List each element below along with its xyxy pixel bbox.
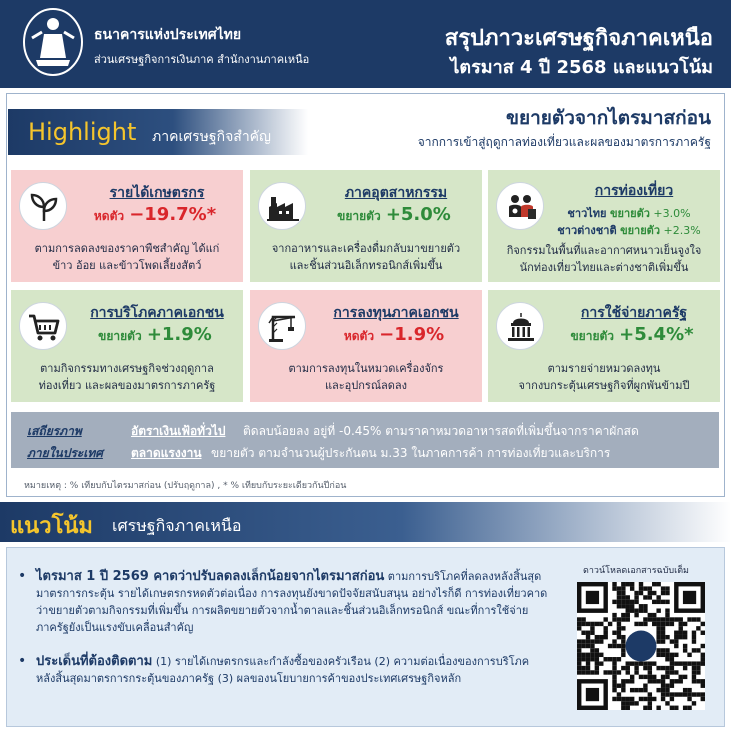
highlight-subline: จากการเข้าสู่ฤดูกาลท่องเที่ยวและผลของมาตรการภาครัฐ — [417, 135, 711, 149]
card-value — [548, 324, 716, 346]
sprout-icon — [19, 182, 67, 230]
desc-line: ตามรายจ่ายหมวดลงทุน — [547, 362, 661, 375]
highlight-subtitle: ภาคเศรษฐกิจสำคัญ — [152, 129, 271, 145]
value-number: −1.9% — [379, 324, 445, 345]
outlook-item-forecast — [18, 568, 548, 636]
stability-strip — [11, 412, 719, 468]
outlook-item-watch — [18, 653, 548, 687]
tourism-thai-prefix: ขยายตัว — [609, 207, 650, 220]
outlook-item-body — [36, 568, 548, 636]
card-title: การบริโภคภาคเอกชน — [90, 305, 224, 321]
desc-line: และอุปกรณ์ลดลง — [324, 379, 408, 392]
footnote: หมายเหตุ : % เทียบกับไตรมาสก่อน (ปรับฤดูกาล) , * % เทียบกับระยะเดียวกันปีก่อน — [24, 481, 347, 491]
bullet-icon: • — [18, 653, 27, 669]
bank-emblem-logo — [22, 8, 84, 78]
card-tourism — [488, 170, 720, 282]
desc-line: ท่องเที่ยว และผลของมาตรการภาครัฐ — [38, 379, 216, 392]
card-title: การใช้จ่ายภาครัฐ — [580, 305, 688, 321]
highlight-headline: ขยายตัวจากไตรมาสก่อน — [505, 107, 711, 129]
inflation-text: ติดลบน้อยลง อยู่ที่ -0.45% ตามราคาหมวดอาหารสดที่เพิ่มขึ้นจากราคาผักสด — [243, 424, 639, 438]
outlook-item-text: ตามการบริโภคที่ลดลงหลังสิ้นสุดมาตรการกระตุ้น รายได้เกษตรกรหดตัวต่อเนื่อง การลงทุนยังขาดปัจจัยสนับสนุน อย่างไรก็ดี การท่องเที่ยวคาดว่าขยายตัวตามกิจกรรมที่เพิ่มขึ้น การผลิตขยายตัวจากน้ำตาลและชิ้นส่วนอิเล็กทรอนิกส์ ขณะที่การใช้จ่ายภาครัฐยังเป็นแรงขับเคลื่อนสำคัญ — [36, 570, 548, 634]
outlook-item-text: (1) รายได้เกษตรกรและกำลังซื้อของครัวเรือน (2) ความต่อเนื่องของการบริโภค หลังสิ้นสุดมาตรการกระตุ้นของภาครัฐ (3) ผลของนโยบายการค้าของประเทศเศรษฐกิจหลัก — [36, 655, 530, 685]
domestic-label: ภายในประเทศ — [27, 446, 103, 460]
desc-line: ข้าว อ้อย และข้าวโพดเลี้ยงสัตว์ — [52, 259, 202, 272]
outlook-item-lead: ไตรมาส 1 ปี 2569 คาดว่าปรับลดลงเล็กน้อยจากไตรมาสก่อน — [36, 569, 385, 584]
card-value — [310, 204, 478, 226]
value-label: หดตัว — [93, 209, 125, 223]
tourism-foreign-row — [542, 221, 716, 239]
outlook-title: แนวโน้ม — [10, 514, 93, 539]
outlook-banner — [0, 502, 731, 542]
desc-line: ตามการลงทุนในหมวดเครื่องจักร — [288, 362, 444, 375]
card-description — [17, 360, 237, 394]
card-private-investment — [250, 290, 482, 402]
bank-department: ส่วนเศรษฐกิจการเงินภาค สำนักงานภาคเหนือ — [94, 53, 310, 66]
tourism-foreign-value: +2.3% — [663, 224, 701, 237]
bullet-icon: • — [18, 568, 27, 584]
government-building-icon — [496, 302, 544, 350]
inflation-key: อัตราเงินเฟ้อทั่วไป — [131, 424, 226, 438]
value-label: ขยายตัว — [337, 209, 381, 223]
crane-icon — [258, 302, 306, 350]
desc-line: จากงบกระตุ้นเศรษฐกิจที่ผูกพันข้ามปี — [518, 379, 690, 392]
card-industry — [250, 170, 482, 282]
stability-label: เสถียรภาพ — [27, 424, 82, 438]
labor-market-key: ตลาดแรงงาน — [131, 446, 202, 460]
desc-line: กิจกรรมในพื้นที่และอากาศหนาวเย็นจูงใจ — [506, 244, 702, 257]
card-value — [71, 204, 239, 226]
card-value — [310, 324, 478, 346]
desc-line: จากอาหารและเครื่องดื่มกลับมาขยายตัว — [271, 242, 461, 255]
card-title: ภาคอุตสาหกรรม — [344, 185, 448, 201]
card-private-consumption — [11, 290, 243, 402]
card-description — [494, 360, 714, 394]
card-description — [17, 240, 237, 274]
highlight-title: Highlight — [28, 118, 137, 146]
desc-line: และชิ้นส่วนอิเล็กทรอนิกส์เพิ่มขึ้น — [289, 259, 443, 272]
card-title: การท่องเที่ยว — [594, 183, 674, 199]
bank-name: ธนาคารแห่งประเทศไทย — [94, 27, 242, 43]
value-number: −19.7%* — [129, 204, 217, 225]
tourism-thai-row — [542, 204, 716, 222]
value-label: หดตัว — [343, 329, 375, 343]
tourism-thai-value: +3.0% — [653, 207, 691, 220]
card-description — [256, 240, 476, 274]
qr-download-label: ดาวน์โหลดเอกสารฉบับเต็ม — [583, 566, 689, 576]
card-description — [256, 360, 476, 394]
card-value — [71, 324, 239, 346]
value-label: ขยายตัว — [570, 329, 615, 343]
page-subtitle: ไตรมาส 4 ปี 2568 และแนวโน้ม — [450, 57, 713, 78]
desc-line: ตามการลดลงของราคาพืชสำคัญ ได้แก่ — [34, 242, 220, 255]
value-number: +1.9% — [146, 324, 212, 345]
value-number: +5.0% — [385, 204, 451, 225]
card-title: การลงทุนภาคเอกชน — [333, 305, 459, 321]
tourism-foreign-prefix: ขยายตัว — [620, 224, 661, 237]
factory-icon — [258, 182, 306, 230]
desc-line: ตามกิจกรรมทางเศรษฐกิจช่วงฤดูกาล — [40, 362, 214, 375]
card-farm-income — [11, 170, 243, 282]
page-title: สรุปภาวะเศรษฐกิจภาคเหนือ — [444, 26, 713, 51]
value-label: ขยายตัว — [98, 329, 142, 343]
qr-code[interactable] — [577, 582, 705, 710]
card-government-spending — [488, 290, 720, 402]
outlook-subtitle: เศรษฐกิจภาคเหนือ — [112, 516, 242, 535]
tourism-foreign-label: ชาวต่างชาติ — [557, 224, 617, 237]
outlook-item-lead: ประเด็นที่ต้องติดตาม — [36, 654, 153, 669]
shopping-cart-icon — [19, 302, 67, 350]
tourists-icon — [496, 182, 544, 230]
card-description — [494, 242, 714, 276]
card-title: รายได้เกษตรกร — [109, 185, 205, 201]
desc-line: นักท่องเที่ยวไทยและต่างชาติเพิ่มขึ้น — [519, 261, 689, 274]
labor-market-text: ขยายตัว ตามจำนวนผู้ประกันตน ม.33 ในภาคการค้า การท่องเที่ยวและบริการ — [211, 446, 611, 460]
outlook-item-body — [36, 653, 548, 687]
tourism-thai-label: ชาวไทย — [567, 207, 607, 220]
value-number: +5.4%* — [619, 324, 694, 345]
